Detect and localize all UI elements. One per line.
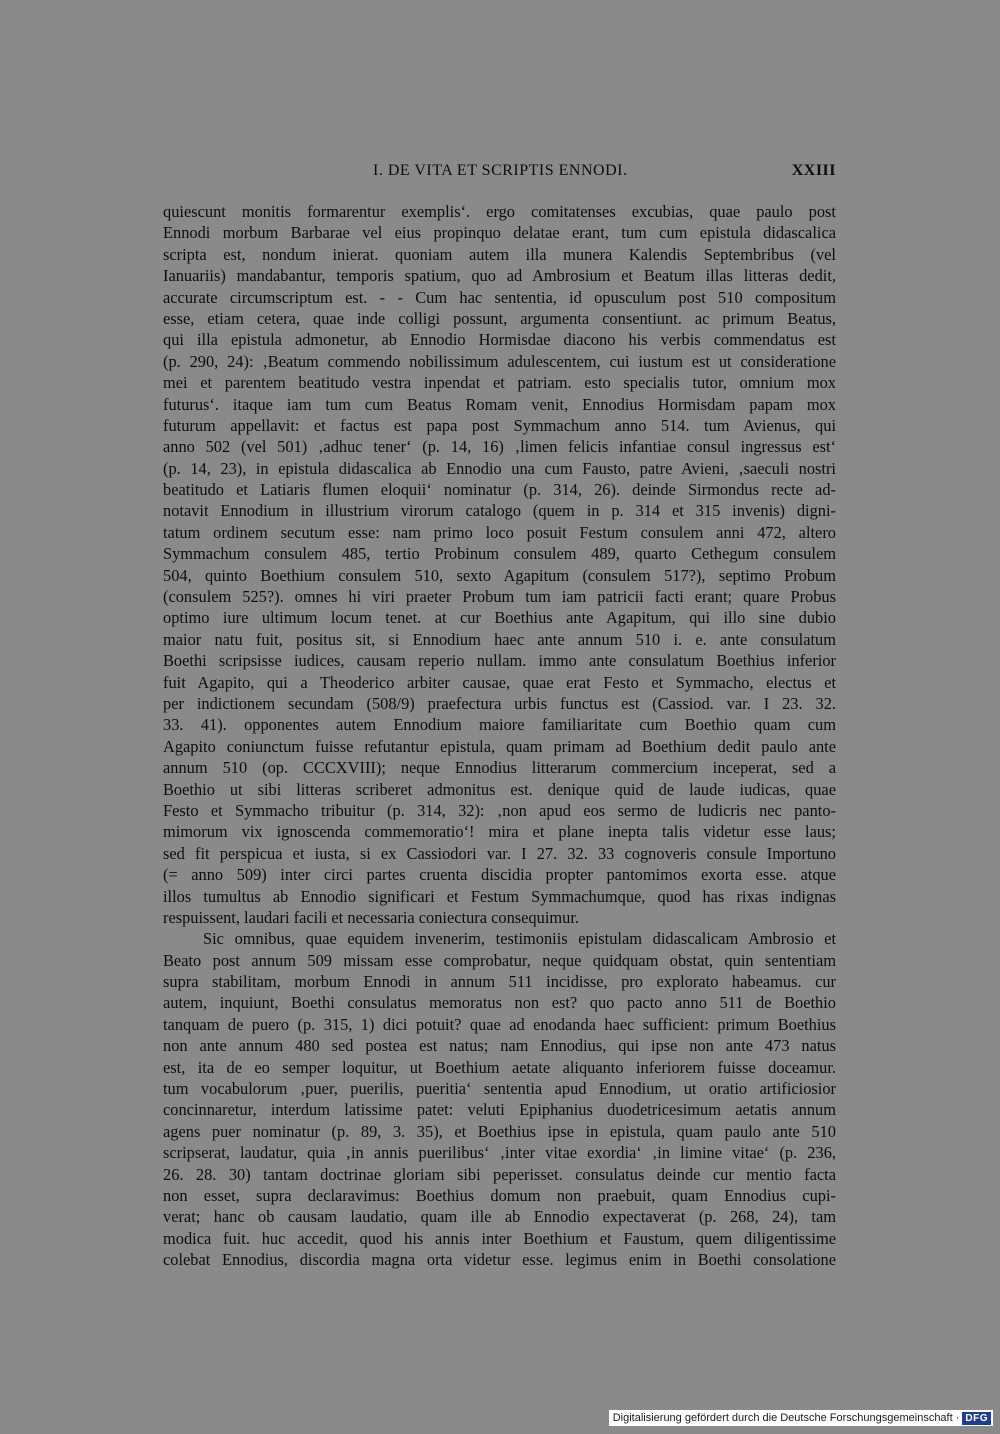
text-line: concinnaretur, interdum latissime patet: veluti Epiphanius duodetricesimum aetatis annum (163, 1100, 836, 1120)
text-line: mimorum vix ignoscenda commemoratio‘! mira et plane inepta talis videtur esse laus; (163, 822, 836, 842)
text-line: 26. 28. 30) tantam doctrinae gloriam sibi peperisset. consulatus deinde cur mentio facta (163, 1164, 836, 1184)
text-line: qui illa epistula admonetur, ab Ennodio Hormisdae diacono his verbis commendatus est (163, 330, 836, 350)
text-line: Festo et Symmacho tribuitur (p. 314, 32): ‚non apud eos sermo de ludicris nec panto- (163, 800, 836, 820)
text-line: Symmachum consulem 485, tertio Probinum consulem 489, quarto Cethegum consulem (163, 544, 836, 564)
text-line: Ennodi morbum Barbarae vel eius propinquo delatae erant, tum cum epistula didascalica (163, 223, 836, 243)
text-line: (p. 290, 24): ‚Beatum commendo nobilissimum adulescentem, cui iustum est ut consideratione (163, 351, 836, 371)
running-title: I. DE VITA ET SCRIPTIS ENNODI. (373, 162, 628, 179)
text-line: Ianuariis) mandabantur, temporis spatium, quo ad Ambrosium et Beatum illas litteras dedit, (163, 266, 836, 286)
text-line: Sic omnibus, quae equidem invenerim, testimoniis epistulam didascalicam Ambrosio et (203, 929, 836, 949)
funding-notice (609, 1410, 993, 1426)
text-line: anno 502 (vel 501) ‚adhuc tener‘ (p. 14, 16) ‚limen felicis infantiae consul ingressus est‘ (163, 437, 836, 457)
text-line: non esset, supra declaravimus: Boethius domum non praebuit, quam Ennodius cupi- (163, 1185, 836, 1205)
paragraph (163, 928, 836, 1270)
text-line: scripserat, laudatur, quia ‚in annis puerilibus‘ ‚inter vitae exordia‘ ‚in limine vitae‘ (p. 236, (163, 1143, 836, 1163)
funding-text: Digitalisierung gefördert durch die Deutsche Forschungsgemeinschaft · (612, 1412, 960, 1424)
text-line: supra stabilitam, morbum Ennodi in annum 511 incidisse, pro explorato habeamus. cur (163, 972, 836, 992)
text-line: futurum appellavit: et factus est papa post Symmachum anno 514. tum Avienus, qui (163, 415, 836, 435)
text-line: futurus‘. itaque iam tum cum Beatus Romam venit, Ennodius Hormisdam papam mox (163, 394, 836, 414)
text-line: Beato post annum 509 missam esse comprobatur, neque quidquam obstat, quin sententiam (163, 950, 836, 970)
text-line: (p. 14, 23), in epistula didascalica ab Ennodio una cum Fausto, patre Avieni, ‚saeculi nostri (163, 458, 836, 478)
text-line: (= anno 509) inter circi partes cruenta discidia propter pantomimos exorta esse. atque (163, 865, 836, 885)
text-line: respuissent, laudari facili et necessaria coniectura consequimur. (163, 907, 579, 927)
text-line: verat; hanc ob causam laudatio, quam ille ab Ennodio expectaverat (p. 268, 24), tam (163, 1207, 836, 1227)
text-line: per indictionem secundam (508/9) praefectura urbis functus est (Cassiod. var. I 23. 32. (163, 693, 836, 713)
text-line: esse, etiam cetera, quae inde colligi possunt, argumenta consentiunt. ac primum Beatus, (163, 308, 836, 328)
text-line: non ante annum 480 sed postea est natus; nam Ennodius, qui ipse non ante 473 natus (163, 1036, 836, 1056)
text-line: tum vocabulorum ‚puer, puerilis, pueritia‘ sententia apud Ennodium, ut oratio artificiosior (163, 1079, 836, 1099)
body-text (163, 201, 836, 1271)
page-number: XXIII (791, 162, 836, 179)
text-line: Boethio ut sibi litteras scriberet admonitus est. denique quid de laude iudicas, quae (163, 779, 836, 799)
text-line: scripta est, nondum inierat. quoniam autem illa munera Kalendis Septembribus (vel (163, 244, 836, 264)
text-line: est, ita de eo semper loquitur, ut Boethium aetate aliquanto inferiorem fuisse doceamur. (163, 1057, 836, 1077)
text-line: maior natu fuit, positus sit, si Ennodium haec ante annum 510 i. e. ante consulatum (163, 629, 836, 649)
running-head (163, 162, 836, 184)
text-line: 33. 41). opponentes autem Ennodium maiore familiaritate cum Boethio quam cum (163, 715, 836, 735)
text-line: colebat Ennodius, discordia magna orta videtur esse. legimus enim in Boethi consolatione (163, 1250, 836, 1270)
text-line: annum 510 (op. CCCXVIII); neque Ennodius litterarum commercium inceperat, sed a (163, 758, 836, 778)
text-line: Boethi scripsisse iudices, causam reperio nullam. immo ante consulatum Boethius inferior (163, 651, 836, 671)
text-line: illos tumultus ab Ennodio significari et Festum Symmachumque, quod has rixas indignas (163, 886, 836, 906)
text-line: modica fuit. huc accedit, quod his annis inter Boethium et Faustum, quem diligentissime (163, 1228, 836, 1248)
text-line: tatum ordinem secutum esse: nam primo loco posuit Festum consulem anni 472, altero (163, 522, 836, 542)
text-line: tanquam de puero (p. 315, 1) dici potuit? quae ad enodanda haec sufficient: primum Boethius (163, 1014, 836, 1034)
text-line: mei et parentem beatitudo vestra inpendat et patriam. esto specialis tutor, omnium mox (163, 373, 836, 393)
text-line: fuit Agapito, qui a Theoderico arbiter causae, quae erat Festo et Symmacho, electus et (163, 672, 836, 692)
text-line: autem, inquiunt, Boethi consulatus memoratus non est? quo pacto anno 511 de Boethio (163, 993, 836, 1013)
text-line: (consulem 525?). omnes hi viri praeter Probum tum iam patricii facti erant; quare Probus (163, 587, 836, 607)
text-line: quiescunt monitis formarentur exemplis‘. ergo comitatenses excubias, quae paulo post (163, 202, 836, 221)
dfg-logo-icon: DFG (962, 1412, 991, 1425)
text-line: Agapito coniunctum fuisse refutantur epistula, quam primam ad Boethium dedit paulo ante (163, 736, 836, 756)
text-line: 504, quinto Boethium consulem 510, sexto Agapitum (consulem 517?), septimo Probum (163, 565, 836, 585)
text-line: optimo iure ultimum locum tenet. at cur Boethius ante Agapitum, qui illo sine dubio (163, 608, 836, 628)
text-line: beatitudo et Latiaris flumen eloquii‘ nominatur (p. 314, 26). deinde Sirmondus recte ad- (163, 480, 836, 500)
text-line: notavit Ennodium in illustrium virorum catalogo (quem in p. 314 et 315 invenis) digni- (163, 501, 836, 521)
text-line: sed fit perspicua et iusta, si ex Cassiodori var. I 27. 32. 33 cognoveris consule Importuno (163, 843, 836, 863)
paragraph (163, 201, 836, 928)
text-line: accurate circumscriptum est. - - Cum hac sententia, id opusculum post 510 compositum (163, 287, 836, 307)
text-line: agens puer nominatur (p. 89, 3. 35), et Boethius ipse in epistula, quam paulo ante 510 (163, 1121, 836, 1141)
